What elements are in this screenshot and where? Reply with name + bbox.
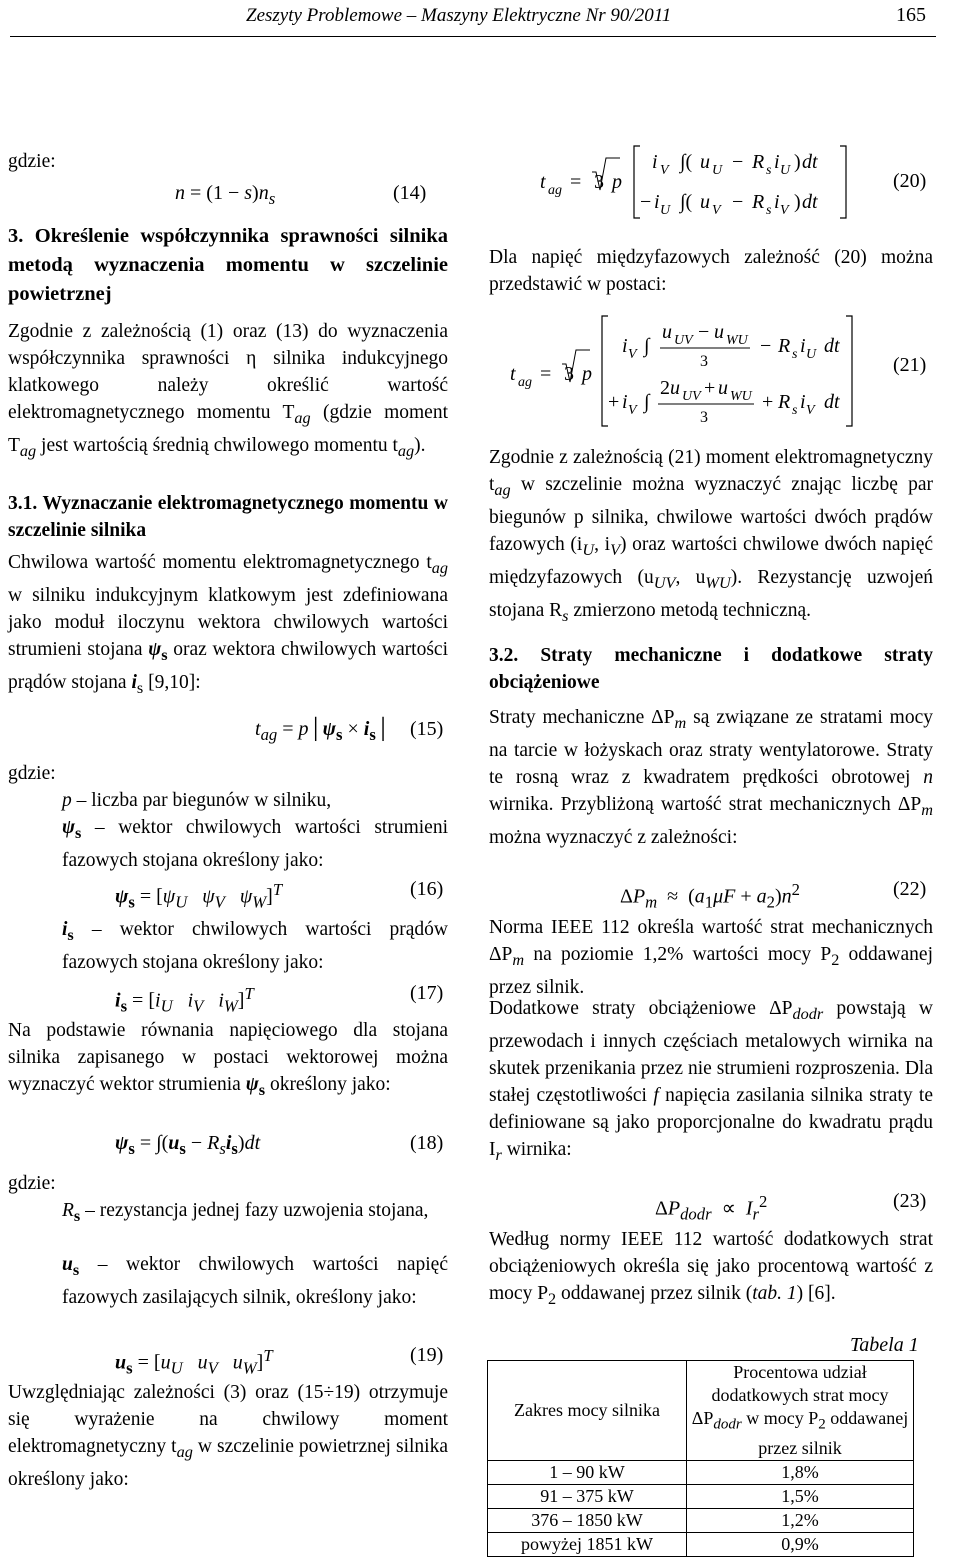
svg-text:UV: UV [682, 389, 701, 404]
svg-text:s: s [792, 347, 798, 362]
svg-text:−: − [732, 151, 744, 173]
svg-text:R: R [752, 191, 765, 213]
svg-text:3: 3 [564, 363, 574, 385]
page-header [0, 0, 960, 40]
svg-text:U: U [712, 163, 723, 178]
equation-20 [540, 128, 860, 228]
svg-text:V: V [628, 347, 637, 362]
svg-text:U: U [660, 203, 671, 218]
svg-text:s: s [792, 403, 798, 418]
equation-19: $u_s = [u_U$ $u_V$ $u_W]^T$ [115, 1346, 273, 1378]
svg-text:u: u [700, 151, 710, 173]
svg-text:u: u [714, 321, 724, 343]
svg-text:3: 3 [700, 353, 708, 370]
paragraph-5: Dla napięć międzyfazowych zależność (20) można przedstawić w postaci: [489, 247, 933, 295]
section-3-1-title: 3.1. Wyznaczanie elektromagnetycznego momentu w szczelinie silnika [8, 493, 448, 541]
svg-text:dt: dt [802, 151, 818, 173]
gdzie-label-1: gdzie: [8, 151, 56, 172]
equation-23: $\Delta P_{dodr} \propto I_r^2$ [655, 1192, 768, 1224]
definition-p: p – liczba par biegunów w silniku, [62, 790, 332, 811]
loss-table [487, 1360, 914, 1557]
svg-text:dt: dt [802, 191, 818, 213]
table-cell-value: 1,2% [687, 1508, 914, 1532]
table-row [488, 1532, 914, 1556]
equation-15: $t_{ag}$ = $p│\psi_s$ × $i_s│$ [255, 718, 391, 744]
definition-psi: $\psi_s$ – wektor chwilowych wartości strumieni fazowych stojana określony jako: [62, 817, 448, 871]
svg-text:i: i [774, 191, 780, 213]
table-cell-range: 376 – 1850 kW [488, 1508, 687, 1532]
svg-text:ag: ag [518, 375, 532, 390]
table-cell-value: 0,9% [687, 1532, 914, 1556]
svg-text:V: V [660, 163, 669, 178]
table-header-range: Zakres mocy silnika [488, 1361, 687, 1461]
header-rule [10, 36, 936, 37]
table-row [488, 1460, 914, 1484]
svg-text:R: R [778, 335, 791, 357]
svg-text:u: u [670, 377, 680, 399]
svg-text:−: − [760, 335, 772, 357]
paragraph-9: Dodatkowe straty obciążeniowe $\Delta P_{dodr}$ powstają w przewodach i innych częściach metalowych wirnika na skutek przenikania przez nie strumieni rozproszenia. Dla stałej częstotliwości f napięcia zasilania silnika straty te definiowane są jako proporcjonalne do kwadratu prądu $I_r$ wirnika: [489, 998, 934, 1164]
svg-text:p: p [582, 363, 592, 385]
equation-19-number: (19) [410, 1344, 444, 1366]
svg-text:V: V [780, 203, 789, 218]
svg-text:dt: dt [824, 391, 840, 413]
definition-us: $u_s$ – wektor chwilowych wartości napięć fazowych zasilających silnik, określony jako: [62, 1254, 448, 1308]
svg-text:U: U [780, 163, 791, 178]
table-cell-range: 91 – 375 kW [488, 1484, 687, 1508]
svg-text:s: s [766, 203, 772, 218]
svg-text:i: i [652, 151, 658, 173]
section-3-title: 3. Określenie współczynnika sprawności silnika metodą wyznaczenia momentu w szczelinie powietrznej [8, 225, 448, 305]
svg-text:ag: ag [548, 183, 562, 198]
svg-text:WU: WU [730, 389, 752, 404]
svg-text:+: + [608, 391, 620, 413]
section-3-2-title: 3.2. Straty mechaniczne i dodatkowe straty obciążeniowe [489, 645, 933, 693]
equation-17-number: (17) [410, 982, 444, 1004]
equation-22: $\Delta P_m \approx (a_1\mu F + a_2)n^2$ [620, 880, 800, 912]
svg-text:): ) [794, 151, 801, 173]
journal-title: Zeszyty Problemowe – Maszyny Elektryczne Nr 90/2011 [246, 5, 672, 26]
gdzie-label-2: gdzie: [8, 763, 56, 784]
svg-text:u: u [700, 191, 710, 213]
gdzie-label-3: gdzie: [8, 1173, 56, 1194]
equation-20-number: (20) [893, 170, 927, 192]
svg-text:t: t [540, 171, 546, 193]
svg-text:u: u [718, 377, 728, 399]
equation-14-number: (14) [393, 182, 427, 204]
svg-text:i: i [654, 191, 660, 213]
svg-text:∫: ∫ [644, 391, 650, 413]
svg-text:t: t [510, 363, 516, 385]
table-header-percent: Procentowa udział dodatkowych strat mocy $\Delta P_{dodr}$ w mocy $P_2$ oddawanej przez silnik [687, 1361, 914, 1461]
svg-text:V: V [806, 403, 815, 418]
svg-text:V: V [712, 203, 721, 218]
svg-text:U: U [806, 347, 817, 362]
svg-text:i: i [622, 391, 628, 413]
table-cell-range: powyżej 1851 kW [488, 1532, 687, 1556]
svg-text:−: − [732, 191, 744, 213]
paragraph-6: Zgodnie z zależnością (21) moment elektromagnetyczny $t_{ag}$ w szczelinie można wyznaczyć znając liczbę par biegunów p silnika, chwilowe wartości dwóch prądów fazowych ($i_U$, $i_V$) oraz wartości chwilowe dwóch napięć międzyfazowych ($u_{UV}$, $u_{WU}$). Rezystancję uzwojeń stojana $R_s$ zmierzono metodą techniczną. [489, 447, 934, 625]
svg-text:+: + [704, 377, 716, 399]
svg-text:): ) [794, 191, 801, 213]
table-row [488, 1484, 914, 1508]
definition-Rs: $R_s$ – rezystancja jednej fazy uzwojenia stojana, [62, 1200, 429, 1225]
paragraph-1: Zgodnie z zależnością (1) oraz (13) do wyznaczenia współczynnika sprawności η silnika indukcyjnego klatkowego należy określić wartość elektromagnetycznego momentu $T_{ag}$ (gdzie moment $T_{ag}$ jest wartością średnią chwilowego momentu $t_{ag}$). [8, 321, 448, 460]
equation-23-number: (23) [893, 1190, 927, 1212]
svg-text:+: + [762, 391, 774, 413]
table-cell-value: 1,5% [687, 1484, 914, 1508]
equation-17: $i_s = [i_U$ $i_V$ $i_W]^T$ [115, 984, 254, 1016]
svg-text:i: i [800, 335, 806, 357]
table-row [488, 1508, 914, 1532]
svg-text:i: i [622, 335, 628, 357]
equation-18-number: (18) [410, 1132, 444, 1154]
svg-text:s: s [766, 163, 772, 178]
svg-text:R: R [752, 151, 765, 173]
equation-15-number: (15) [410, 718, 444, 740]
table-caption: Tabela 1 [850, 1334, 919, 1356]
definition-is: $i_s$ – wektor chwilowych wartości prądów fazowych stojana określony jako: [62, 919, 448, 973]
paragraph-8: Norma IEEE 112 określa wartość strat mechanicznych $\Delta P_m$ na poziomie 1,2% wartości mocy $P_2$ oddawanej przez silnik. [489, 917, 933, 998]
table-cell-range: 1 – 90 kW [488, 1460, 687, 1484]
equation-22-number: (22) [893, 878, 927, 900]
svg-text:=: = [540, 363, 552, 385]
svg-text:dt: dt [824, 335, 840, 357]
page-number: 165 [896, 4, 926, 26]
equation-18: $\psi_s = \int(u_s - R_si_s)dt$ [115, 1132, 261, 1158]
svg-text:∫: ∫ [644, 335, 650, 357]
svg-text:u: u [662, 321, 672, 343]
equation-16-number: (16) [410, 878, 444, 900]
svg-text:p: p [612, 171, 622, 193]
paragraph-7: Straty mechaniczne $\Delta P_m$ są związane ze stratami mocy na tarcie w łożyskach oraz straty wentylatorowe. Straty te rosną wraz z kwadratem prędkości obrotowej n wirnika. Przybliżoną wartość strat mechanicznych $\Delta P_m$ można wyznaczyć z zależności: [489, 707, 933, 848]
svg-text:−: − [698, 321, 710, 343]
svg-text:∫(: ∫( [680, 191, 693, 213]
equation-14: $n = (1 - s)n_s$ [175, 182, 276, 208]
table-header-row [488, 1361, 914, 1461]
equation-21-number: (21) [893, 354, 927, 376]
svg-text:V: V [628, 403, 637, 418]
svg-text:i: i [800, 391, 806, 413]
table-cell-value: 1,8% [687, 1460, 914, 1484]
equation-21 [510, 308, 870, 436]
svg-text:2: 2 [660, 377, 670, 399]
paragraph-3: Na podstawie równania napięciowego dla stojana silnika zapisanego w postaci wektorowej można wyznaczyć wektor strumienia $\psi_s$ określony jako: [8, 1020, 448, 1099]
svg-text:R: R [778, 391, 791, 413]
paragraph-2: Chwilowa wartość momentu elektromagnetycznego $t_{ag}$ w silniku indukcyjnym klatkowym jest zdefiniowana jako moduł iloczynu wektora chwilowych wartości strumieni stojana $\psi_s$ oraz wektora chwilowych wartości prądów stojana $i_s$ [9,10]: [8, 552, 448, 697]
svg-text:3: 3 [594, 171, 604, 193]
equation-16: $\psi_s = [\psi_U$ $\psi_V$ $\psi_W]^T$ [115, 880, 283, 912]
svg-text:−: − [640, 191, 652, 213]
svg-text:i: i [774, 151, 780, 173]
svg-text:UV: UV [674, 333, 693, 348]
svg-text:=: = [570, 171, 582, 193]
svg-text:3: 3 [700, 409, 708, 426]
svg-text:WU: WU [726, 333, 748, 348]
paragraph-4: Uwzględniając zależności (3) oraz (15÷19) otrzymuje się wyrażenie na chwilowy moment elektromagnetyczny $t_{ag}$ w szczelinie powietrznej silnika określony jako: [8, 1382, 448, 1490]
svg-text:∫(: ∫( [680, 151, 693, 173]
paragraph-10: Według normy IEEE 112 wartość dodatkowych strat obciążeniowych określa się jako procentową wartość z mocy $P_2$ oddawanej przez silnik (tab. 1) [6]. [489, 1229, 933, 1308]
